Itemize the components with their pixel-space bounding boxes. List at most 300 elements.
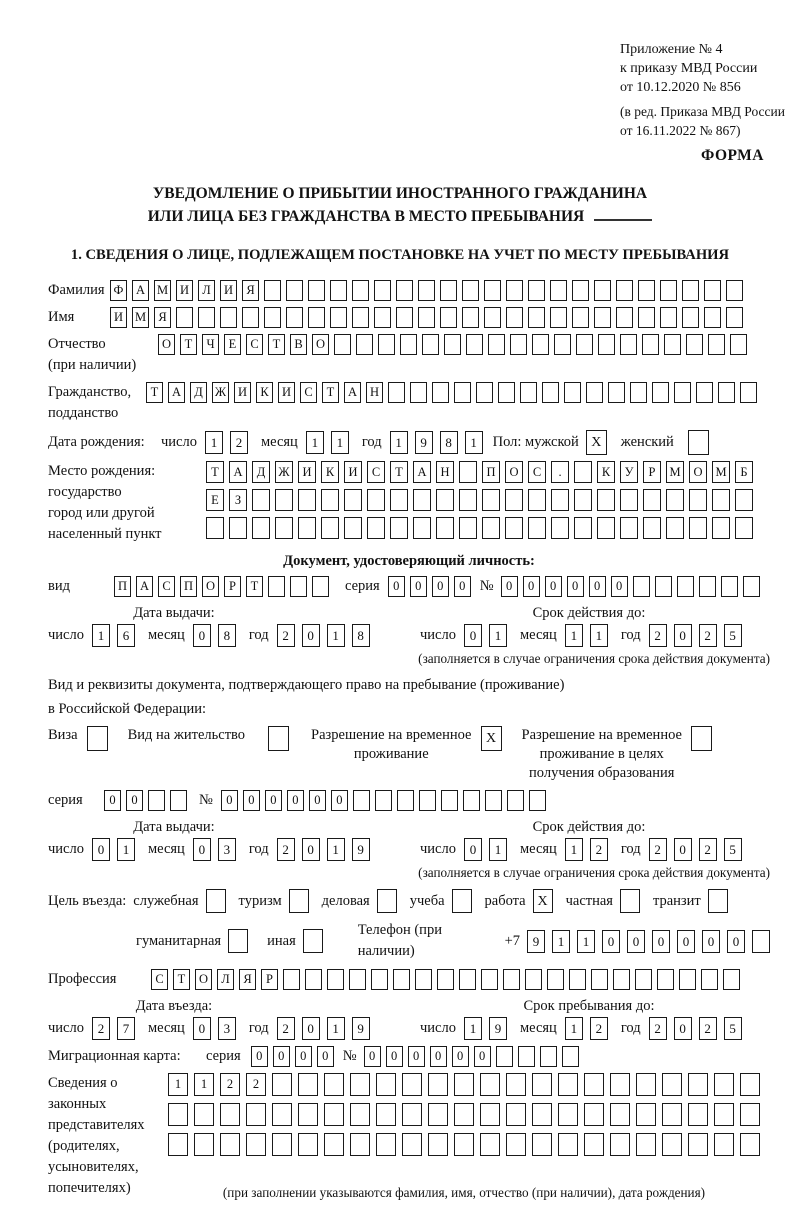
char-cell[interactable] [376,1103,396,1126]
char-cell[interactable] [572,280,589,301]
char-cell[interactable]: 1 [590,624,608,647]
char-cell[interactable]: 8 [352,624,370,647]
citizenship-cells[interactable] [146,382,757,403]
char-cell[interactable] [206,517,224,539]
char-cell[interactable] [350,1103,370,1126]
char-cell[interactable]: 1 [565,1017,583,1040]
char-cell[interactable] [564,382,581,403]
char-cell[interactable]: 1 [489,838,507,861]
char-cell[interactable] [610,1103,630,1126]
char-cell[interactable] [220,307,237,328]
char-cell[interactable] [591,969,608,990]
char-cell[interactable] [503,969,520,990]
char-cell[interactable]: И [220,280,237,301]
char-cell[interactable]: Т [390,461,408,483]
char-cell[interactable]: М [132,307,149,328]
char-cell[interactable]: 0 [611,576,628,597]
char-cell[interactable] [712,517,730,539]
char-cell[interactable] [597,517,615,539]
char-cell[interactable]: 1 [489,624,507,647]
char-cell[interactable]: 0 [702,930,720,953]
char-cell[interactable] [688,1103,708,1126]
char-cell[interactable]: 0 [674,1017,692,1040]
char-cell[interactable] [264,307,281,328]
char-cell[interactable] [480,1103,500,1126]
char-cell[interactable] [550,280,567,301]
char-cell[interactable] [298,1073,318,1096]
char-cell[interactable] [666,517,684,539]
char-cell[interactable]: 0 [727,930,745,953]
entry-year-cells[interactable] [277,1017,370,1040]
char-cell[interactable] [272,1073,292,1096]
char-cell[interactable] [740,1133,760,1156]
purpose-study-checkbox[interactable] [452,889,472,913]
char-cell[interactable]: 0 [126,790,143,811]
char-cell[interactable]: 2 [699,838,717,861]
char-cell[interactable] [246,1103,266,1126]
char-cell[interactable]: 0 [545,576,562,597]
char-cell[interactable]: 0 [432,576,449,597]
char-cell[interactable]: 0 [364,1046,381,1067]
char-cell[interactable] [712,489,730,511]
char-cell[interactable] [740,1103,760,1126]
char-cell[interactable] [708,334,725,355]
char-cell[interactable]: Р [261,969,278,990]
char-cell[interactable]: 0 [430,1046,447,1067]
char-cell[interactable]: С [528,461,546,483]
char-cell[interactable] [422,334,439,355]
char-cell[interactable]: 0 [104,790,121,811]
char-cell[interactable] [418,307,435,328]
residence-series-cells[interactable] [104,790,187,811]
char-cell[interactable] [496,1046,513,1067]
char-cell[interactable] [440,280,457,301]
identity-issue-year-cells[interactable] [277,624,370,647]
char-cell[interactable] [520,382,537,403]
char-cell[interactable]: 0 [302,624,320,647]
char-cell[interactable] [272,1103,292,1126]
char-cell[interactable] [714,1133,734,1156]
identity-kind-cells[interactable] [114,576,329,597]
residence-number-cells[interactable] [221,790,546,811]
char-cell[interactable]: А [168,382,185,403]
char-cell[interactable] [686,334,703,355]
char-cell[interactable]: 1 [464,1017,482,1040]
char-cell[interactable] [349,969,366,990]
char-cell[interactable] [554,334,571,355]
entry-day-cells[interactable] [92,1017,135,1040]
char-cell[interactable] [542,382,559,403]
char-cell[interactable]: А [132,280,149,301]
birth-month-cells[interactable] [306,431,349,454]
identity-number-cells[interactable] [501,576,760,597]
char-cell[interactable] [574,461,592,483]
char-cell[interactable]: 2 [277,838,295,861]
surname-cells[interactable] [110,280,743,301]
char-cell[interactable] [510,334,527,355]
char-cell[interactable]: И [234,382,251,403]
char-cell[interactable]: 0 [408,1046,425,1067]
char-cell[interactable]: 1 [117,838,135,861]
char-cell[interactable] [324,1103,344,1126]
char-cell[interactable] [485,790,502,811]
stay-month-cells[interactable] [565,1017,608,1040]
char-cell[interactable]: С [300,382,317,403]
char-cell[interactable] [532,1103,552,1126]
char-cell[interactable]: Л [217,969,234,990]
char-cell[interactable] [574,489,592,511]
stay-day-cells[interactable] [464,1017,507,1040]
char-cell[interactable]: Л [198,280,215,301]
char-cell[interactable] [576,334,593,355]
char-cell[interactable]: 2 [649,624,667,647]
char-cell[interactable] [298,1103,318,1126]
char-cell[interactable] [393,969,410,990]
residence-valid-day-cells[interactable] [464,838,507,861]
char-cell[interactable]: 0 [193,838,211,861]
char-cell[interactable]: Ч [202,334,219,355]
char-cell[interactable] [352,307,369,328]
char-cell[interactable]: Я [154,307,171,328]
char-cell[interactable]: 0 [287,790,304,811]
char-cell[interactable] [616,280,633,301]
char-cell[interactable] [696,382,713,403]
char-cell[interactable] [610,1133,630,1156]
representatives-cells-row3[interactable] [168,1133,760,1156]
char-cell[interactable] [286,307,303,328]
residence-permit-checkbox[interactable] [268,726,289,751]
birth-place-cells-row1[interactable] [206,461,753,483]
representatives-cells-row2[interactable] [168,1103,760,1126]
char-cell[interactable]: 1 [465,431,483,454]
char-cell[interactable] [441,790,458,811]
char-cell[interactable]: В [290,334,307,355]
char-cell[interactable] [463,790,480,811]
char-cell[interactable] [321,489,339,511]
purpose-business-checkbox[interactable] [377,889,397,913]
char-cell[interactable] [390,517,408,539]
char-cell[interactable]: К [321,461,339,483]
purpose-humanitarian-checkbox[interactable] [228,929,248,953]
char-cell[interactable]: Н [436,461,454,483]
char-cell[interactable]: 0 [193,1017,211,1040]
char-cell[interactable]: 2 [590,1017,608,1040]
char-cell[interactable] [440,307,457,328]
char-cell[interactable]: 1 [92,624,110,647]
char-cell[interactable]: С [367,461,385,483]
char-cell[interactable] [432,382,449,403]
char-cell[interactable]: 0 [464,624,482,647]
char-cell[interactable] [730,334,747,355]
char-cell[interactable]: 1 [390,431,408,454]
char-cell[interactable] [327,969,344,990]
char-cell[interactable] [367,489,385,511]
char-cell[interactable]: Я [239,969,256,990]
char-cell[interactable] [454,1103,474,1126]
char-cell[interactable] [506,307,523,328]
char-cell[interactable] [558,1073,578,1096]
char-cell[interactable] [525,969,542,990]
char-cell[interactable]: А [229,461,247,483]
char-cell[interactable]: 1 [552,930,570,953]
char-cell[interactable] [252,517,270,539]
identity-issue-day-cells[interactable] [92,624,135,647]
char-cell[interactable] [547,969,564,990]
char-cell[interactable] [308,280,325,301]
char-cell[interactable]: К [597,461,615,483]
char-cell[interactable] [616,307,633,328]
char-cell[interactable]: 2 [92,1017,110,1040]
representatives-cells-row1[interactable] [168,1073,760,1096]
char-cell[interactable] [290,576,307,597]
char-cell[interactable]: 0 [652,930,670,953]
char-cell[interactable] [437,969,454,990]
char-cell[interactable] [682,280,699,301]
char-cell[interactable] [466,334,483,355]
migration-number-cells[interactable] [364,1046,579,1067]
char-cell[interactable] [682,307,699,328]
char-cell[interactable]: 0 [243,790,260,811]
char-cell[interactable] [529,790,546,811]
char-cell[interactable]: 0 [602,930,620,953]
char-cell[interactable] [275,489,293,511]
visa-checkbox[interactable] [87,726,108,751]
char-cell[interactable] [488,334,505,355]
char-cell[interactable] [350,1073,370,1096]
char-cell[interactable]: О [202,576,219,597]
char-cell[interactable]: 1 [327,838,345,861]
char-cell[interactable] [462,280,479,301]
char-cell[interactable]: 1 [205,431,223,454]
char-cell[interactable] [704,280,721,301]
char-cell[interactable]: 0 [302,838,320,861]
char-cell[interactable]: 0 [674,838,692,861]
birth-year-cells[interactable] [390,431,483,454]
char-cell[interactable] [176,307,193,328]
char-cell[interactable]: 2 [277,624,295,647]
char-cell[interactable]: 0 [454,576,471,597]
char-cell[interactable]: 2 [649,1017,667,1040]
char-cell[interactable] [506,1103,526,1126]
char-cell[interactable] [597,489,615,511]
given-name-cells[interactable] [110,307,743,328]
stay-year-cells[interactable] [649,1017,742,1040]
char-cell[interactable]: 2 [230,431,248,454]
char-cell[interactable] [610,1073,630,1096]
char-cell[interactable]: Т [180,334,197,355]
char-cell[interactable] [752,930,770,953]
char-cell[interactable]: О [505,461,523,483]
char-cell[interactable]: 1 [306,431,324,454]
char-cell[interactable] [418,280,435,301]
char-cell[interactable]: И [344,461,362,483]
char-cell[interactable] [660,280,677,301]
char-cell[interactable]: Р [643,461,661,483]
char-cell[interactable] [743,576,760,597]
char-cell[interactable] [643,517,661,539]
char-cell[interactable] [413,517,431,539]
char-cell[interactable] [413,489,431,511]
char-cell[interactable]: 0 [386,1046,403,1067]
char-cell[interactable]: 0 [674,624,692,647]
char-cell[interactable]: Я [242,280,259,301]
char-cell[interactable]: Т [146,382,163,403]
char-cell[interactable] [481,969,498,990]
char-cell[interactable] [735,489,753,511]
char-cell[interactable] [396,280,413,301]
char-cell[interactable]: 0 [221,790,238,811]
char-cell[interactable] [532,334,549,355]
char-cell[interactable] [410,382,427,403]
char-cell[interactable] [356,334,373,355]
char-cell[interactable] [275,517,293,539]
char-cell[interactable] [272,1133,292,1156]
char-cell[interactable] [620,489,638,511]
char-cell[interactable] [506,1133,526,1156]
char-cell[interactable] [635,969,652,990]
char-cell[interactable] [528,307,545,328]
char-cell[interactable] [674,382,691,403]
char-cell[interactable] [415,969,432,990]
purpose-transit-checkbox[interactable] [708,889,728,913]
char-cell[interactable]: 0 [589,576,606,597]
char-cell[interactable] [286,280,303,301]
char-cell[interactable]: 1 [331,431,349,454]
char-cell[interactable]: 1 [327,1017,345,1040]
residence-issue-year-cells[interactable] [277,838,370,861]
sex-female-checkbox[interactable] [688,430,709,455]
char-cell[interactable] [528,280,545,301]
char-cell[interactable]: 1 [577,930,595,953]
char-cell[interactable] [482,517,500,539]
char-cell[interactable]: 0 [295,1046,312,1067]
char-cell[interactable]: Е [206,489,224,511]
char-cell[interactable]: Т [173,969,190,990]
identity-valid-day-cells[interactable] [464,624,507,647]
char-cell[interactable]: 0 [193,624,211,647]
char-cell[interactable] [374,280,391,301]
char-cell[interactable]: О [689,461,707,483]
char-cell[interactable] [655,576,672,597]
char-cell[interactable] [397,790,414,811]
char-cell[interactable]: 5 [724,1017,742,1040]
char-cell[interactable] [220,1103,240,1126]
char-cell[interactable]: Ж [212,382,229,403]
char-cell[interactable] [638,307,655,328]
identity-valid-month-cells[interactable] [565,624,608,647]
char-cell[interactable]: 0 [677,930,695,953]
char-cell[interactable] [402,1073,422,1096]
char-cell[interactable] [371,969,388,990]
char-cell[interactable]: 2 [590,838,608,861]
char-cell[interactable] [459,969,476,990]
char-cell[interactable] [551,489,569,511]
char-cell[interactable]: 9 [352,1017,370,1040]
char-cell[interactable]: И [110,307,127,328]
char-cell[interactable] [689,489,707,511]
char-cell[interactable]: А [344,382,361,403]
char-cell[interactable] [298,489,316,511]
char-cell[interactable]: 6 [117,624,135,647]
char-cell[interactable] [376,1133,396,1156]
char-cell[interactable] [498,382,515,403]
char-cell[interactable]: 9 [352,838,370,861]
char-cell[interactable] [723,969,740,990]
char-cell[interactable] [558,1133,578,1156]
char-cell[interactable] [402,1133,422,1156]
char-cell[interactable] [330,307,347,328]
char-cell[interactable]: 7 [117,1017,135,1040]
char-cell[interactable]: М [666,461,684,483]
char-cell[interactable] [402,1103,422,1126]
char-cell[interactable] [735,517,753,539]
char-cell[interactable] [608,382,625,403]
char-cell[interactable]: 0 [464,838,482,861]
char-cell[interactable] [620,334,637,355]
char-cell[interactable] [480,1073,500,1096]
char-cell[interactable]: 9 [415,431,433,454]
purpose-work-checkbox[interactable]: X [533,889,553,913]
char-cell[interactable] [367,517,385,539]
char-cell[interactable] [298,517,316,539]
temp-residence-checkbox[interactable]: X [481,726,502,751]
patronymic-cells[interactable] [158,334,747,355]
char-cell[interactable] [714,1073,734,1096]
char-cell[interactable]: 0 [388,576,405,597]
identity-issue-month-cells[interactable] [193,624,236,647]
char-cell[interactable]: А [413,461,431,483]
char-cell[interactable] [688,1073,708,1096]
char-cell[interactable]: 0 [452,1046,469,1067]
char-cell[interactable]: Н [366,382,383,403]
char-cell[interactable]: . [551,461,569,483]
char-cell[interactable]: С [151,969,168,990]
char-cell[interactable] [462,307,479,328]
char-cell[interactable]: М [154,280,171,301]
char-cell[interactable]: П [114,576,131,597]
char-cell[interactable] [718,382,735,403]
char-cell[interactable] [657,969,674,990]
char-cell[interactable] [726,307,743,328]
phone-cells[interactable] [527,930,770,953]
char-cell[interactable]: Б [735,461,753,483]
char-cell[interactable]: Д [190,382,207,403]
char-cell[interactable]: 0 [627,930,645,953]
char-cell[interactable] [662,1103,682,1126]
char-cell[interactable] [532,1073,552,1096]
entry-month-cells[interactable] [193,1017,236,1040]
char-cell[interactable]: Р [224,576,241,597]
residence-valid-year-cells[interactable] [649,838,742,861]
char-cell[interactable] [636,1103,656,1126]
char-cell[interactable] [344,489,362,511]
char-cell[interactable]: 0 [302,1017,320,1040]
char-cell[interactable] [689,517,707,539]
char-cell[interactable] [558,1103,578,1126]
char-cell[interactable] [480,1133,500,1156]
char-cell[interactable] [584,1133,604,1156]
char-cell[interactable] [518,1046,535,1067]
char-cell[interactable] [308,307,325,328]
char-cell[interactable]: Ж [275,461,293,483]
char-cell[interactable] [584,1073,604,1096]
char-cell[interactable]: Т [246,576,263,597]
char-cell[interactable] [506,1073,526,1096]
char-cell[interactable]: Ф [110,280,127,301]
char-cell[interactable]: О [312,334,329,355]
char-cell[interactable]: 8 [218,624,236,647]
residence-issue-month-cells[interactable] [193,838,236,861]
